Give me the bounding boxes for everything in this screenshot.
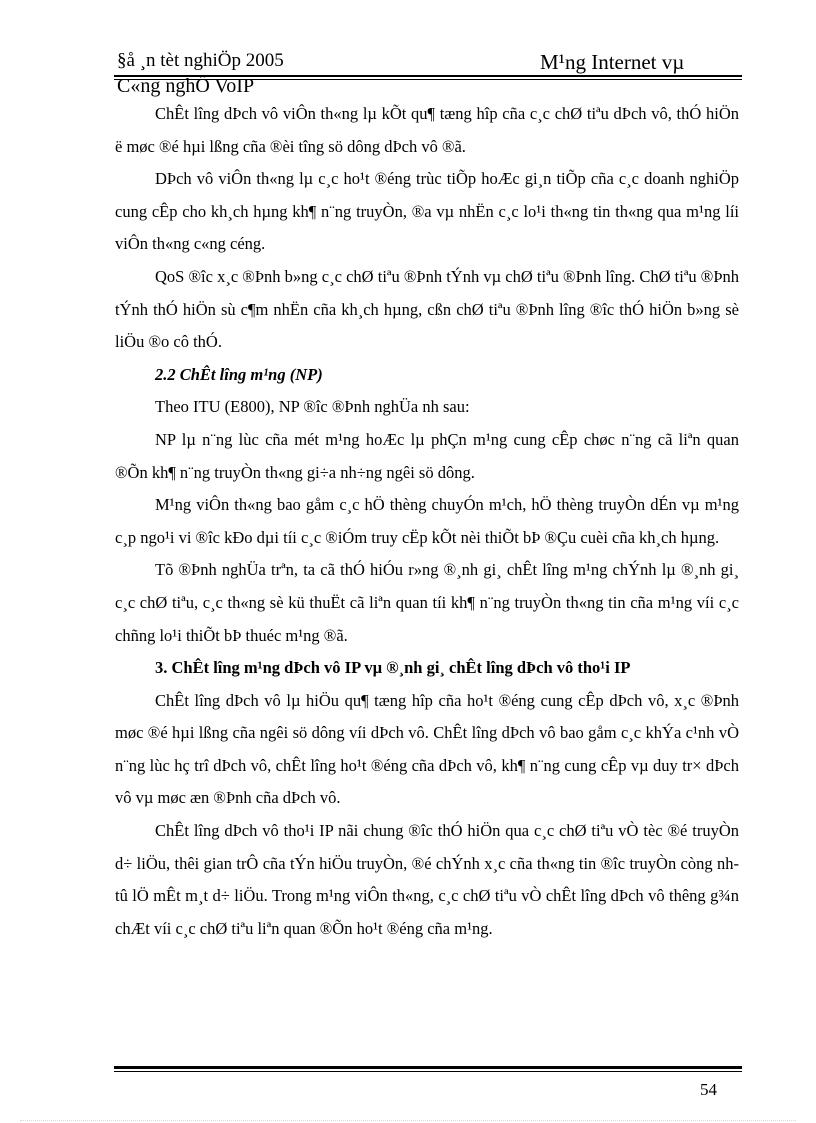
footer-rule-thin	[114, 1071, 742, 1072]
header-right-title: M¹ng Internet vµ	[540, 50, 685, 74]
paragraph: Theo ITU (E800), NP ®îc ®Þnh nghÜa nh sau:	[155, 397, 470, 417]
paragraph: Tõ ®Þnh nghÜa trªn, ta cã thÓ hiÓu r»ng ®¸nh gi¸ chÊt lîng m¹ng chÝnh lµ ®¸nh gi¸ c¸c chØ tiªu, c¸c th«ng sè kü thuËt cã liªn quan tíi kh¶ n¨ng truyÒn th«ng tin cña m¹ng víi c¸c chñng lo¹i thiÕt bÞ thuéc m¹ng ®ã.	[115, 560, 739, 645]
page-number: 54	[700, 1080, 717, 1099]
paragraph: ChÊt lîng dÞch vô lµ hiÖu qu¶ tæng hîp cña ho¹t ®éng cung cÊp dÞch vô, x¸c ®Þnh møc ®é hµi lßng cña ngêi sö dông víi dÞch vô. ChÊt lîng dÞch vô bao gåm c¸c khÝa c¹nh vÒ n¨ng lùc hç trî dÞch vô, chÊt lîng ho¹t ®éng cña dÞch vô, kh¶ n¨ng cung cÊp vµ duy tr× dÞch vô vµ møc æn ®Þnh cña dÞch vô.	[115, 690, 739, 808]
footer-rule-thick	[114, 1066, 742, 1069]
header-subtitle: C«ng nghÖ VoIP	[117, 75, 255, 97]
page-edge-divider	[20, 1120, 796, 1121]
paragraph: QoS ®îc x¸c ®Þnh b»ng c¸c chØ tiªu ®Þnh tÝnh vµ chØ tiªu ®Þnh lîng. ChØ tiªu ®Þnh tÝnh thÓ hiÖn sù c¶m nhËn cña kh¸ch hµng, cßn chØ tiªu ®Þnh lîng ®îc thÓ hiÖn b»ng sè liÖu ®o cô thÓ.	[115, 266, 739, 352]
header-left-title: §å ¸n tèt nghiÖp 2005	[117, 50, 284, 71]
section-heading: 2.2 ChÊt lîng m¹ng (NP)	[155, 364, 323, 384]
paragraph: NP lµ n¨ng lùc cña mét m¹ng hoÆc lµ phÇn m¹ng cung cÊp chøc n¨ng cã liªn quan ®Õn kh¶ n¨ng truyÒn th«ng gi÷a nh÷ng ngêi sö dông.	[115, 429, 739, 482]
paragraph: ChÊt lîng dÞch vô viÔn th«ng lµ kÕt qu¶ tæng hîp cña c¸c chØ tiªu dÞch vô, thÓ hiÖn ë møc ®é hµi lßng cña ®èi tîng sö dông dÞch vô ®ã.	[115, 104, 739, 156]
paragraph: M¹ng viÔn th«ng bao gåm c¸c hÖ thèng chuyÓn m¹ch, hÖ thèng truyÒn dÉn vµ m¹ng c¸p ngo¹i vi ®îc kÐo dµi tíi c¸c ®iÓm truy cËp kÕt nèi thiÕt bÞ ®Çu cuèi cña kh¸ch hµng.	[115, 495, 739, 547]
paragraph: DÞch vô viÔn th«ng lµ c¸c ho¹t ®éng trùc tiÕp hoÆc gi¸n tiÕp cña c¸c doanh nghiÖp cung cÊp cho kh¸ch hµng kh¶ n¨ng truyÒn, ®a vµ nhËn c¸c lo¹i th«ng tin th«ng qua m¹ng líi viÔn th«ng c«ng céng.	[115, 169, 739, 254]
paragraph: ChÊt lîng dÞch vô tho¹i IP nãi chung ®îc thÓ hiÖn qua c¸c chØ tiªu vÒ tèc ®é truyÒn d÷ liÖu, thêi gian trÔ cña tÝn hiÖu truyÒn, ®é chÝnh x¸c cña th«ng tin ®îc truyÒn còng nh tû lÖ mÊt m¸t d÷ liÖu. Trong m¹ng viÔn th«ng, c¸c chØ tiªu vÒ chÊt lîng dÞch vô thêng g¾n chÆt víi c¸c chØ tiªu liªn quan ®Õn ho¹t ®éng cña m¹ng.	[115, 821, 739, 938]
body-content	[115, 98, 739, 945]
section-heading: 3. ChÊt lîng m¹ng dÞch vô IP vµ ®¸nh gi¸ chÊt lîng dÞch vô tho¹i IP	[155, 658, 631, 678]
